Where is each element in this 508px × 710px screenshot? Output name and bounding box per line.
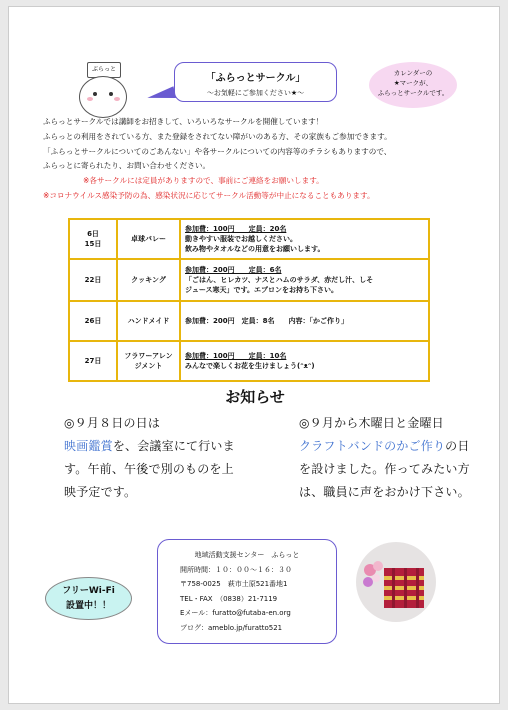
email-address[interactable]: Eメール：furatto@futaba-en.org (180, 609, 291, 617)
schedule-category: ハンドメイド (117, 301, 180, 341)
intro-line: ふらっとの利用をされている方、また登録をされてない障がいのある方、その家族もご参加できます。 (43, 131, 392, 141)
schedule-fee: 参加費：100円 定員：10名 (185, 352, 287, 360)
notice-body: の日を設けました。作ってみたい方は、職員に声をおかけ下さい。 (299, 439, 470, 499)
intro-line: 「ふらっとサークルについてのごあんない」や各サークルについての内容等のチラシもありますので、 (43, 146, 392, 156)
flyer-page (8, 6, 500, 704)
opening-hours: 開所時間：１０：００～１６：３０ (180, 565, 292, 574)
mascot-head (79, 76, 127, 118)
intro-note: ※各サークルには定員がありますので、事前にご連絡をお願いします。 (83, 176, 324, 186)
table-row (69, 259, 429, 301)
schedule-desc (180, 259, 429, 301)
schedule-category: フラワーアレン ジメント (117, 341, 180, 381)
schedule-desc-line: 飲み物やタオルなどの用意をお願いします。 (185, 245, 325, 253)
schedule-desc-line: みんなで楽しくお花を生けましょう(ᵔᴥᵔ) (185, 362, 315, 370)
mascot-cheek-icon (87, 97, 93, 101)
calendar-note-line: ふらっとサークルです。 (377, 89, 449, 97)
schedule-day: 27日 (69, 341, 117, 381)
notice-highlight: 映画鑑賞 (64, 439, 113, 453)
phone-fax: TEL・FAX （0838）21-7119 (180, 594, 278, 603)
schedule-table (68, 218, 430, 382)
notice-heading: お知らせ (225, 388, 285, 406)
notice-right (299, 412, 479, 504)
schedule-desc (180, 301, 429, 341)
center-name: 地域活動支援センター ふらっと (194, 551, 300, 559)
title-bubble (174, 62, 337, 102)
mascot-sign: ぶらっと (87, 62, 121, 78)
mascot-cheek-icon (114, 97, 120, 101)
schedule-desc (180, 341, 429, 381)
schedule-desc-line: 動きやすい服装でお越しください。 (185, 235, 297, 243)
schedule-fee: 参加費：200円 定員：8名 内容：「かご作り」 (185, 317, 348, 325)
intro-line: ふらっとに寄られたり、お問い合わせください。 (43, 161, 211, 171)
page-title: 「ふらっとサークル」 (205, 73, 306, 84)
basket-photo (356, 542, 436, 622)
schedule-fee: 参加費：200円 定員：6名 (185, 266, 282, 274)
mascot-eye-icon (109, 92, 113, 96)
blog-link[interactable]: ブログ：ameblo.jp/furatto521 (180, 623, 283, 632)
notice-body: を、会議室にて行います。午前、午後で別のものを上映予定です。 (64, 439, 235, 499)
schedule-category: 卓球バレー (117, 219, 180, 259)
notice-prefix: ◎９月から木曜日と金曜日 (299, 416, 444, 430)
schedule-day: 22日 (69, 259, 117, 301)
wifi-badge (45, 577, 132, 620)
address: 〒758-0025 萩市土原521番地1 (180, 580, 288, 588)
title-bubble-tail (146, 86, 176, 104)
table-row (69, 341, 429, 381)
notice-highlight: クラフトバンドのかご作り (299, 439, 446, 453)
calendar-note-line: カレンダーの (393, 69, 433, 77)
page-subtitle: ～お気軽にご参加ください★～ (206, 89, 305, 97)
basket-image (356, 542, 436, 622)
schedule-day: 26日 (69, 301, 117, 341)
schedule-day: 6日 15日 (69, 219, 117, 259)
calendar-note (369, 62, 457, 108)
notice-prefix: ◎９月８日の日は (64, 416, 161, 430)
mascot-eye-icon (93, 92, 97, 96)
schedule-category: クッキング (117, 259, 180, 301)
schedule-desc-line: ジュース寒天」です。エプロンをお持ち下さい。 (185, 286, 338, 294)
intro-text (43, 115, 488, 204)
table-row (69, 219, 429, 259)
table-row (69, 301, 429, 341)
wifi-line: フリーWi-Fi (62, 586, 115, 596)
notice-left (64, 412, 244, 504)
contact-info-box (157, 539, 337, 644)
intro-note: ※コロナウイルス感染予防の為、感染状況に応じてサークル活動等が中止になることもあります。 (43, 190, 375, 200)
schedule-fee: 参加費：100円 定員：20名 (185, 225, 287, 233)
schedule-desc (180, 219, 429, 259)
calendar-note-line: ★マークが、 (393, 79, 433, 87)
intro-line: ふらっとサークルでは講師をお招きして、いろいろなサークルを開催しています！ (43, 117, 324, 126)
schedule-desc-line: 「ごはん、ヒレカツ、ナスとハムのサラダ、赤だし汁、しそ (185, 276, 374, 284)
wifi-line: 設置中！！ (65, 601, 111, 611)
